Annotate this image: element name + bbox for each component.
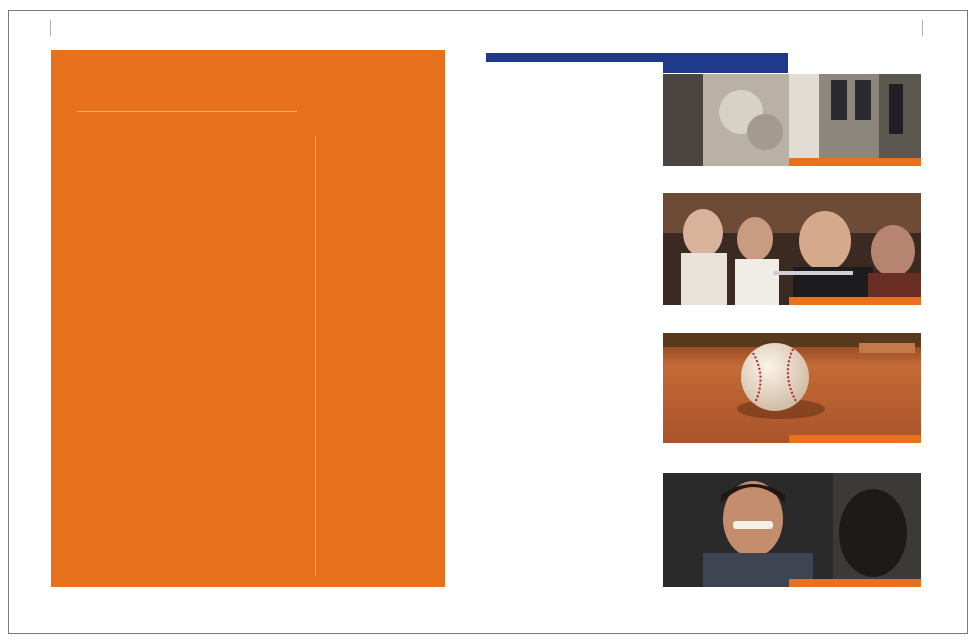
man-photo-image xyxy=(663,473,921,587)
photo-building[interactable] xyxy=(663,74,921,166)
left-page-number-rule xyxy=(50,20,51,36)
building-photo-image xyxy=(663,74,921,166)
photo-caption xyxy=(789,435,921,443)
contents-title-backing xyxy=(486,62,663,75)
title-rule xyxy=(77,111,297,112)
photo-caption xyxy=(789,297,921,305)
photo-smiling-man[interactable] xyxy=(663,473,921,587)
baseball-photo-image xyxy=(663,333,921,443)
right-page-number-rule xyxy=(922,20,923,36)
column-divider xyxy=(315,136,316,576)
photo-caption xyxy=(789,579,921,587)
photo-baseball[interactable] xyxy=(663,333,921,443)
editors-note-panel xyxy=(51,50,445,587)
musicians-photo-image xyxy=(663,193,921,305)
photo-musicians[interactable] xyxy=(663,193,921,305)
photo-caption xyxy=(789,158,921,166)
